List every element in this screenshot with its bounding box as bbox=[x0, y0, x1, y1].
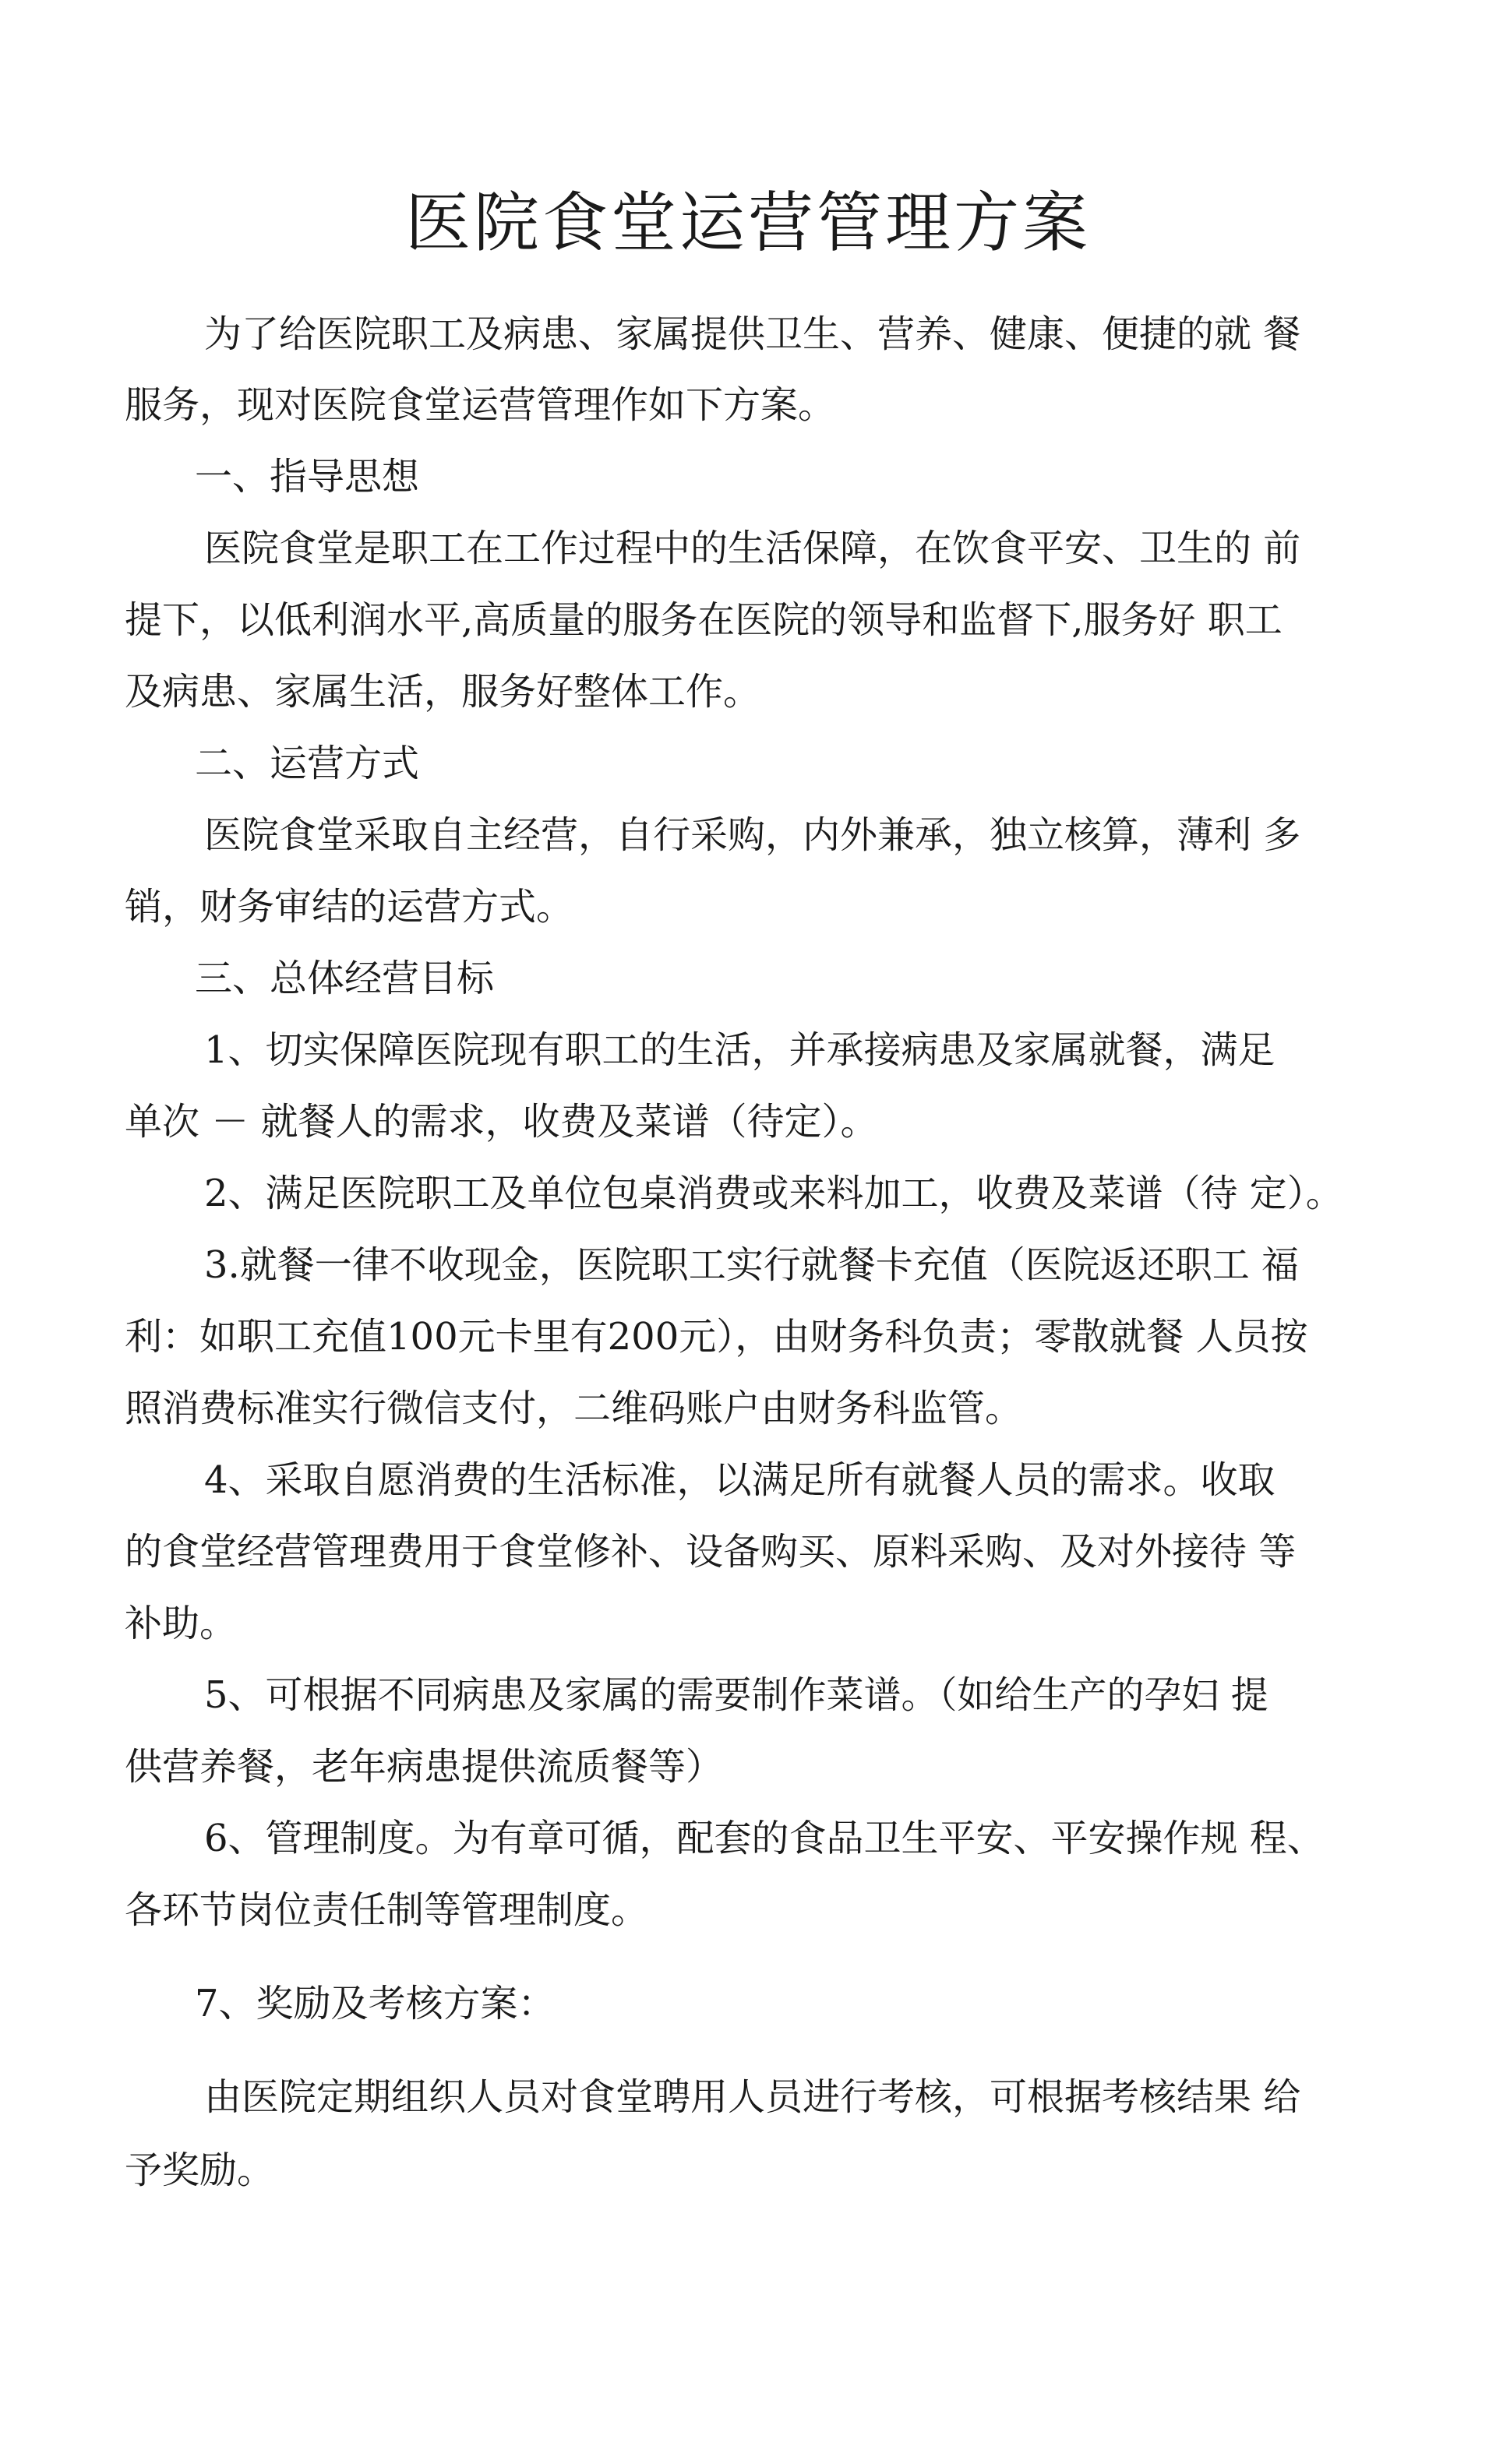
item4-line-2: 的食堂经营管理费用于食堂修补、设备购买、原料采购、及对外接待 等 bbox=[125, 1530, 1297, 1574]
section2-line-1: 医院食堂采取自主经营，自行采购，内外兼承，独立核算，薄利 多 bbox=[204, 813, 1301, 857]
item5-line-2: 供营养餐，老年病患提供流质餐等） bbox=[125, 1745, 724, 1789]
item6-line-1: 6、管理制度。为有章可循，配套的食品卫生平安、平安操作规 程、 bbox=[204, 1817, 1325, 1860]
item7-line-1: 由医院定期组织人员对食堂聘用人员进行考核，可根据考核结果 给 bbox=[204, 2075, 1301, 2119]
section1-heading: 一、指导思想 bbox=[195, 455, 420, 499]
intro-line-2: 服务，现对医院食堂运营管理作如下方案。 bbox=[125, 383, 836, 427]
section3-heading: 三、总体经营目标 bbox=[195, 957, 495, 1000]
item7-heading: 7、奖励及考核方案： bbox=[195, 1982, 556, 2025]
section2-heading: 二、运营方式 bbox=[195, 742, 420, 785]
document-title: 医院食堂运营管理方案 bbox=[404, 185, 1091, 261]
item3-line-3: 照消费标准实行微信支付，二维码账户由财务科监管。 bbox=[125, 1387, 1023, 1430]
item5-line-1: 5、可根据不同病患及家属的需要制作菜谱。（如给生产的孕妇 提 bbox=[204, 1673, 1268, 1717]
item7-line-2: 予奖励。 bbox=[125, 2149, 275, 2192]
section1-line-1: 医院食堂是职工在工作过程中的生活保障，在饮食平安、卫生的 前 bbox=[204, 527, 1301, 570]
section1-line-2: 提下，以低利润水平,高质量的服务在医院的领导和监督下,服务好 职工 bbox=[125, 598, 1283, 642]
item4-line-3: 补助。 bbox=[125, 1602, 238, 1645]
item3-line-2: 利：如职工充值100元卡里有200元），由财务科负责；零散就餐 人员按 bbox=[125, 1315, 1308, 1359]
item6-line-2: 各环节岗位责任制等管理制度。 bbox=[125, 1888, 649, 1932]
section2-line-2: 销，财务审结的运营方式。 bbox=[125, 885, 574, 929]
item4-line-1: 4、采取自愿消费的生活标准，以满足所有就餐人员的需求。收取 bbox=[204, 1458, 1275, 1502]
item3-line-1: 3.就餐一律不收现金，医院职工实行就餐卡充值（医院返还职工 福 bbox=[204, 1243, 1300, 1287]
item1-line-2: 单次 － 就餐人的需求，收费及菜谱（待定）。 bbox=[125, 1100, 878, 1144]
item2-line-1: 2、满足医院职工及单位包桌消费或来料加工，收费及菜谱（待 定）。 bbox=[204, 1172, 1343, 1215]
item1-line-1: 1、切实保障医院现有职工的生活，并承接病患及家属就餐，满足 bbox=[204, 1028, 1275, 1072]
section1-line-3: 及病患、家属生活，服务好整体工作。 bbox=[125, 670, 761, 714]
intro-line-1: 为了给医院职工及病患、家属提供卫生、营养、健康、便捷的就 餐 bbox=[204, 312, 1301, 356]
